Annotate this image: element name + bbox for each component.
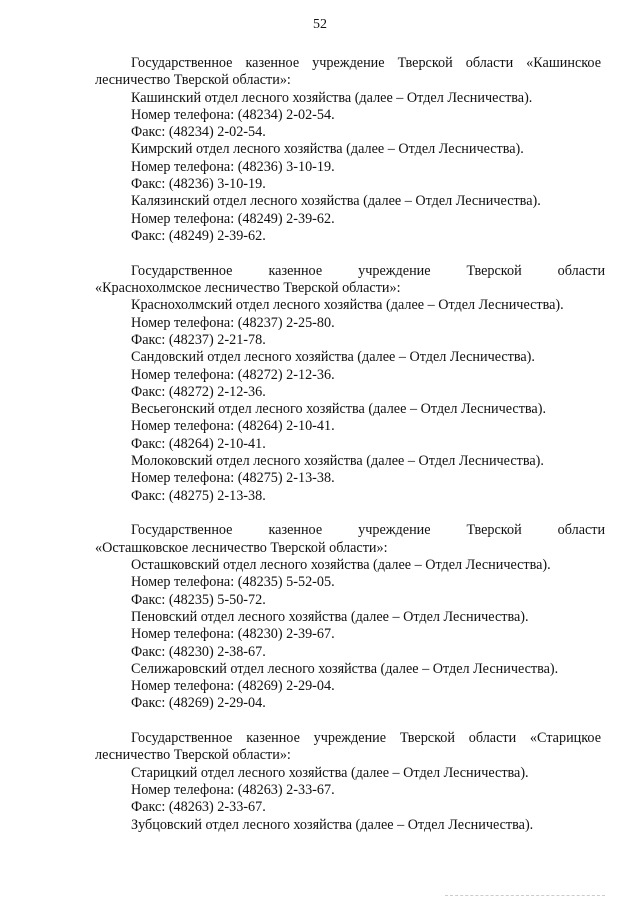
heading-word: Государственное (131, 262, 233, 279)
heading-word: области (557, 522, 606, 539)
section-ostashkovskoe (95, 522, 606, 712)
fax-line: Факс: (48234) 2-02-54. (131, 124, 266, 141)
department-line: Кимрский отдел лесного хозяйства (далее – Отдел Лесничества). (131, 141, 524, 158)
section-heading (95, 522, 606, 539)
department-line: Осташковский отдел лесного хозяйства (далее – Отдел Лесничества). (131, 557, 551, 574)
heading-word: казенное (268, 262, 323, 279)
document-body (95, 55, 606, 851)
fax-line: Факс: (48275) 2-13-38. (131, 487, 266, 504)
section-kashinskoe (95, 55, 601, 245)
phone-line: Номер телефона: (48272) 2-12-36. (131, 366, 335, 383)
fax-line: Факс: (48249) 2-39-62. (131, 227, 266, 244)
department-line: Пеновский отдел лесного хозяйства (далее – Отдел Лесничества). (131, 608, 529, 625)
department-line: Сандовский отдел лесного хозяйства (далее – Отдел Лесничества). (131, 349, 535, 366)
heading-word: учреждение (358, 522, 431, 539)
fax-line: Факс: (48263) 2-33-67. (131, 799, 266, 816)
heading-first-line (95, 522, 606, 539)
heading-continuation: «Краснохолмское лесничество Тверской области»: (95, 280, 401, 297)
heading-word: казенное (268, 522, 323, 539)
department-line: Краснохолмский отдел лесного хозяйства (далее – Отдел Лесничества). (131, 297, 564, 314)
heading-word: учреждение (358, 262, 431, 279)
phone-line: Номер телефона: (48236) 3-10-19. (131, 158, 335, 175)
footer-divider (445, 895, 605, 896)
heading-word: Тверской (466, 522, 522, 539)
department-line: Зубцовский отдел лесного хозяйства (далее – Отдел Лесничества). (131, 816, 534, 833)
phone-line: Номер телефона: (48234) 2-02-54. (131, 106, 335, 123)
fax-line: Факс: (48264) 2-10-41. (131, 435, 266, 452)
phone-line: Номер телефона: (48249) 2-39-62. (131, 210, 335, 227)
heading-continuation: «Осташковское лесничество Тверской области»: (95, 539, 388, 556)
department-line: Старицкий отдел лесного хозяйства (далее – Отдел Лесничества). (131, 764, 529, 781)
fax-line: Факс: (48272) 2-12-36. (131, 383, 266, 400)
section-krasnokholmskoe (95, 262, 606, 505)
section-heading: Государственное казенное учреждение Тверской области «Старицкое лесничество Тверской области»: (95, 730, 601, 764)
heading-word: области (557, 262, 606, 279)
department-line: Селижаровский отдел лесного хозяйства (далее – Отдел Лесничества). (131, 660, 559, 677)
heading-word: Тверской (466, 262, 522, 279)
phone-line: Номер телефона: (48263) 2-33-67. (131, 782, 335, 799)
phone-line: Номер телефона: (48237) 2-25-80. (131, 314, 335, 331)
phone-line: Номер телефона: (48264) 2-10-41. (131, 418, 335, 435)
fax-line: Факс: (48236) 3-10-19. (131, 176, 266, 193)
department-line: Молоковский отдел лесного хозяйства (далее – Отдел Лесничества). (131, 453, 544, 470)
section-heading: Государственное казенное учреждение Тверской области «Кашинское лесничество Тверской области»: (95, 55, 601, 89)
fax-line: Факс: (48269) 2-29-04. (131, 695, 266, 712)
heading-word: Государственное (131, 522, 233, 539)
fax-line: Факс: (48237) 2-21-78. (131, 331, 266, 348)
section-staritskoe (95, 730, 601, 834)
phone-line: Номер телефона: (48275) 2-13-38. (131, 470, 335, 487)
department-line: Калязинский отдел лесного хозяйства (далее – Отдел Лесничества). (131, 193, 541, 210)
department-line: Весьегонский отдел лесного хозяйства (далее – Отдел Лесничества). (131, 401, 547, 418)
section-heading (95, 262, 606, 280)
phone-line: Номер телефона: (48235) 5-52-05. (131, 574, 335, 591)
phone-line: Номер телефона: (48230) 2-39-67. (131, 626, 335, 643)
heading-first-line (95, 262, 606, 280)
fax-line: Факс: (48235) 5-50-72. (131, 591, 266, 608)
department-line: Кашинский отдел лесного хозяйства (далее – Отдел Лесничества). (131, 89, 533, 106)
fax-line: Факс: (48230) 2-38-67. (131, 643, 266, 660)
page-number: 52 (313, 17, 327, 32)
phone-line: Номер телефона: (48269) 2-29-04. (131, 678, 335, 695)
